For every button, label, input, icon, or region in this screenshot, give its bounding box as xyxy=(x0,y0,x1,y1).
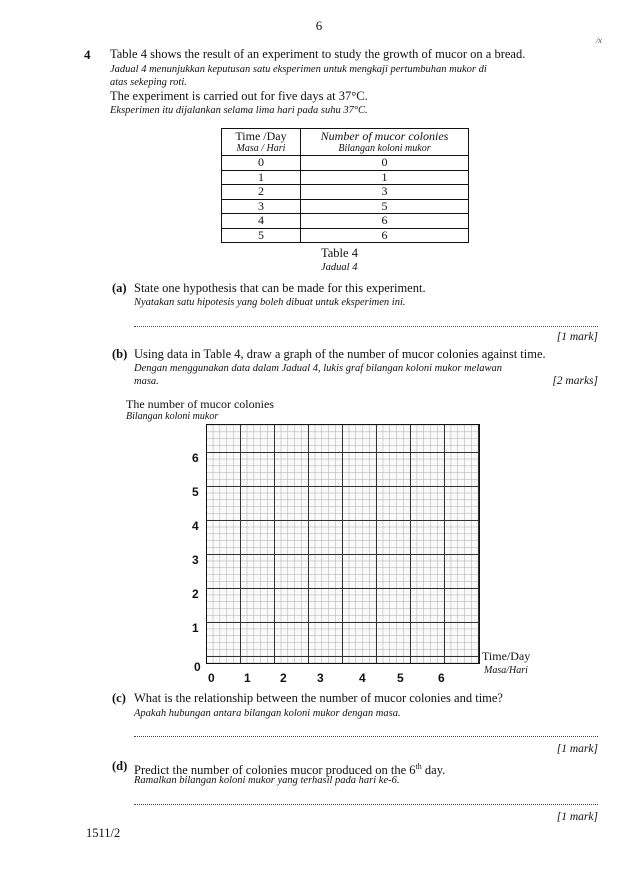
table-caption: Table 4 xyxy=(321,246,358,260)
x-tick: 0 xyxy=(208,671,215,685)
y-tick: 2 xyxy=(192,587,199,601)
header-time-ms: Masa / Hari xyxy=(236,143,286,154)
y-tick: 3 xyxy=(192,553,199,567)
corner-mark: /x xyxy=(596,36,602,45)
part-b-question: Using data in Table 4, draw a graph of the number of mucor colonies against time. xyxy=(134,347,546,361)
part-c-question-ms: Apakah hubungan antara bilangan koloni mukor dengan masa. xyxy=(134,708,401,719)
graph-paper-grid[interactable] xyxy=(206,424,480,664)
cell-time: 1 xyxy=(222,170,301,185)
y-tick: 1 xyxy=(192,621,199,635)
header-time xyxy=(222,129,301,156)
part-c-question: What is the relationship between the number of mucor colonies and time? xyxy=(134,691,503,705)
part-d-marks: [1 mark] xyxy=(556,811,598,823)
part-a-marks: [1 mark] xyxy=(556,331,598,343)
part-d-question-b: day. xyxy=(421,763,446,778)
part-a-question-ms: Nyatakan satu hipotesis yang boleh dibuat untuk eksperimen ini. xyxy=(134,297,406,308)
answer-line-c[interactable] xyxy=(134,736,598,737)
question-number: 4 xyxy=(84,47,91,62)
part-d-label: (d) xyxy=(112,759,128,773)
cell-colonies: 6 xyxy=(301,214,469,229)
x-tick: 2 xyxy=(280,671,287,685)
intro-malay-b: atas sekeping roti. xyxy=(110,77,187,88)
footer-code: 1511/2 xyxy=(86,826,121,840)
x-tick: 1 xyxy=(244,671,251,685)
data-table xyxy=(221,128,469,243)
table-row xyxy=(222,228,469,243)
part-a-label: (a) xyxy=(112,281,127,295)
part-c-marks: [1 mark] xyxy=(556,743,598,755)
cell-colonies: 3 xyxy=(301,185,469,200)
cell-time: 4 xyxy=(222,214,301,229)
table-row xyxy=(222,214,469,229)
part-b-question-ms-a: Dengan menggunakan data dalam Jadual 4, lukis graf bilangan koloni mukor melawan xyxy=(134,363,503,374)
graph-y-label-ms: Bilangan koloni mukor xyxy=(126,411,219,422)
cell-time: 2 xyxy=(222,185,301,200)
cell-colonies: 1 xyxy=(301,170,469,185)
header-colonies-ms: Bilangan koloni mukor xyxy=(338,143,431,154)
part-b-label: (b) xyxy=(112,347,128,361)
x-tick: 6 xyxy=(438,671,445,685)
part-d-question-sup: th xyxy=(415,762,422,771)
part-c-label: (c) xyxy=(112,691,126,705)
page-number: 6 xyxy=(315,18,323,33)
x-tick: 5 xyxy=(397,671,404,685)
intro-malay-a: Jadual 4 menunjukkan keputusan satu eksperimen untuk mengkaji pertumbuhan mukor di xyxy=(110,64,487,75)
x-tick: 3 xyxy=(317,671,324,685)
y-tick: 4 xyxy=(192,519,199,533)
part-a-question: State one hypothesis that can be made for this experiment. xyxy=(134,281,426,295)
table-row xyxy=(222,170,469,185)
intro-english: Table 4 shows the result of an experiment to study the growth of mucor on a bread. xyxy=(110,47,526,61)
answer-line-a[interactable] xyxy=(134,326,598,327)
table-row xyxy=(222,185,469,200)
cell-time: 3 xyxy=(222,199,301,214)
graph-y-label: The number of mucor colonies xyxy=(126,397,274,411)
conditions-english: The experiment is carried out for five days at 37°C. xyxy=(110,89,368,103)
cell-time: 0 xyxy=(222,156,301,171)
conditions-malay: Eksperimen itu dijalankan selama lima hari pada suhu 37°C. xyxy=(110,105,368,116)
answer-line-d[interactable] xyxy=(134,804,598,805)
header-colonies-en: Number of mucor colonies xyxy=(320,129,449,143)
table-row xyxy=(222,199,469,214)
y-tick: 5 xyxy=(192,485,199,499)
part-b-question-ms-b: masa. xyxy=(134,376,159,387)
part-d-question-ms: Ramalkan bilangan koloni mukor yang terhasil pada hari ke-6. xyxy=(134,775,400,786)
part-d-question-a: Predict the number of colonies mucor produced on the 6 xyxy=(134,763,416,778)
graph-x-label: Time/Day xyxy=(482,649,531,663)
origin-label: 0 xyxy=(194,660,201,674)
cell-colonies: 5 xyxy=(301,199,469,214)
cell-colonies: 0 xyxy=(301,156,469,171)
header-time-en: Time /Day xyxy=(235,129,287,143)
cell-colonies: 6 xyxy=(301,228,469,243)
table-caption-ms: Jadual 4 xyxy=(321,262,358,273)
x-tick: 4 xyxy=(359,671,366,685)
header-colonies xyxy=(301,129,469,156)
part-b-marks: [2 marks] xyxy=(552,375,598,387)
table-row xyxy=(222,156,469,171)
table-header-row xyxy=(222,129,469,156)
graph-x-label-ms: Masa/Hari xyxy=(484,665,528,676)
cell-time: 5 xyxy=(222,228,301,243)
y-tick: 6 xyxy=(192,451,199,465)
